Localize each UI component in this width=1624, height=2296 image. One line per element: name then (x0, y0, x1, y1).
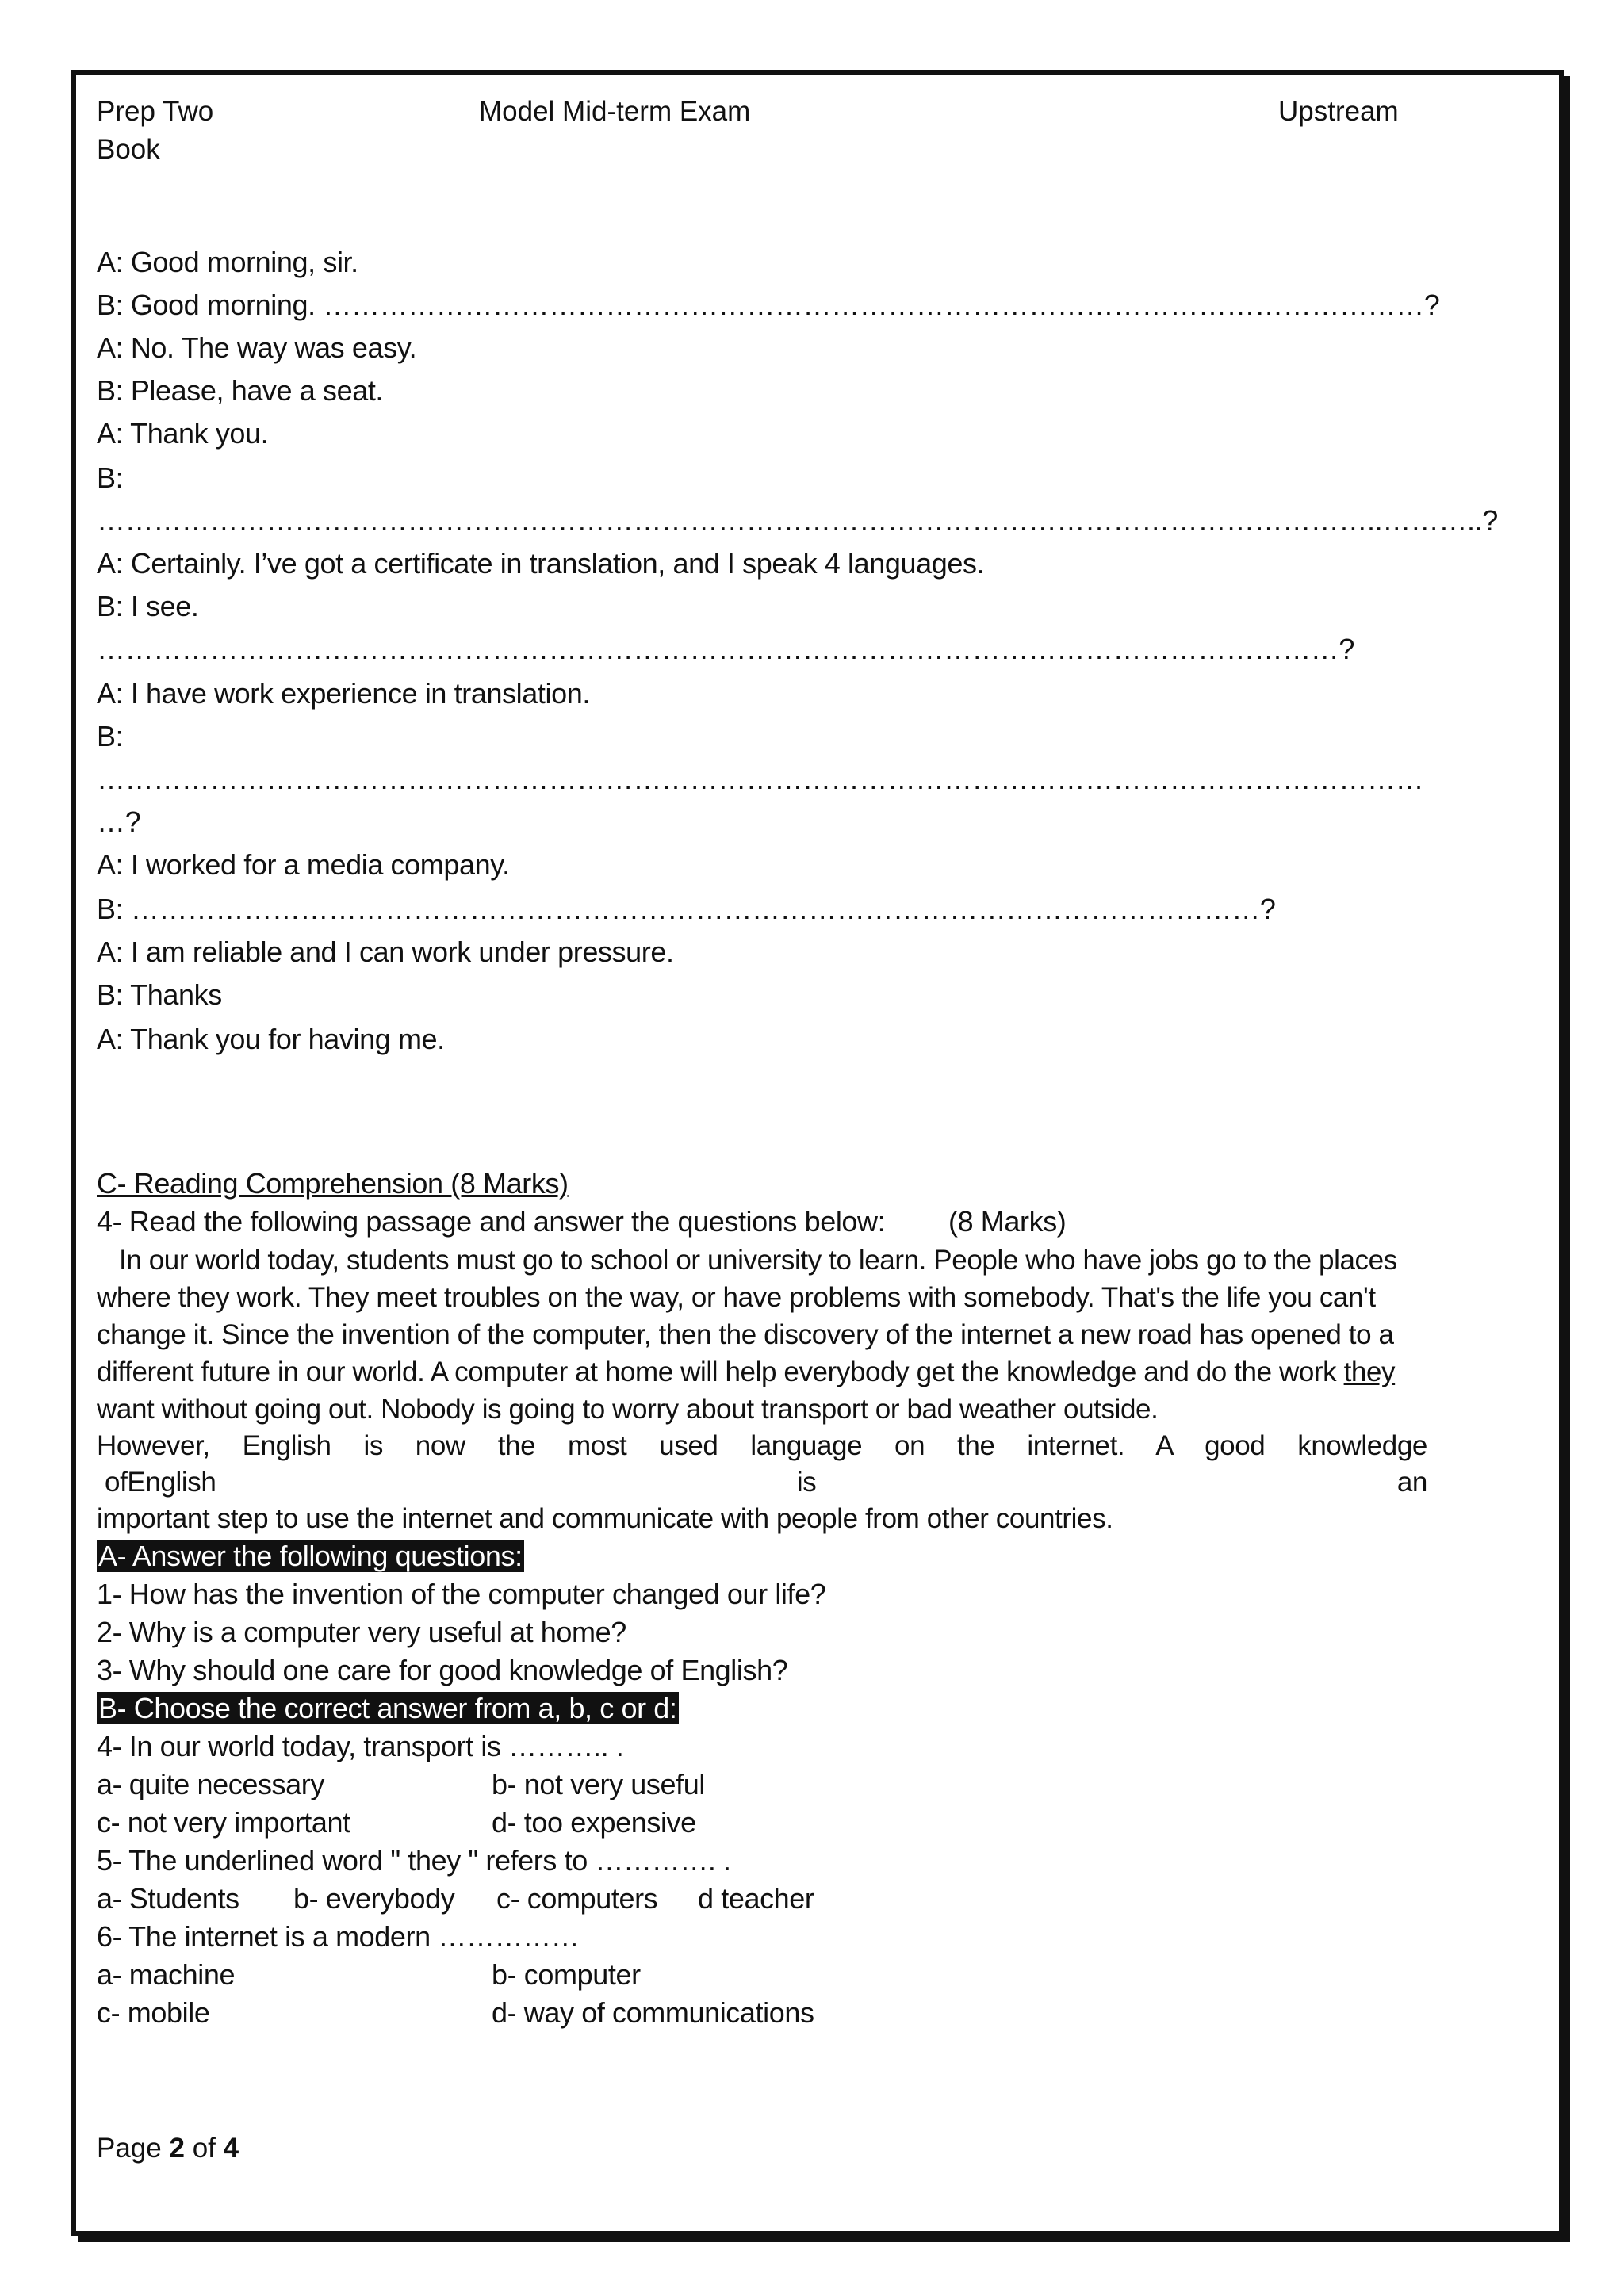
dialogue-line: A: No. The way was easy. (97, 331, 417, 364)
dialogue-line: …? (97, 806, 141, 838)
dialogue-line: A: I have work experience in translation. (97, 677, 590, 710)
page-total: 4 (223, 2133, 239, 2164)
mcq-option: b- not very useful (492, 1768, 705, 1800)
question: 2- Why is a computer very useful at home? (97, 1616, 626, 1648)
dialogue-line: A: Good morning, sir. (97, 246, 358, 278)
header-right: Upstream (1278, 96, 1399, 127)
mcq-question: 6- The internet is a modern …………… (97, 1920, 580, 1953)
dialogue-line: ……………………………………………………………………………………………………………………? (97, 633, 1355, 665)
mcq-question: 4- In our world today, transport is ……….. . (97, 1730, 624, 1762)
dialogue-line: A: I am reliable and I can work under pressure. (97, 936, 674, 968)
part-b-title (97, 1690, 679, 1727)
passage-underlined-word: they (1343, 1357, 1396, 1387)
question: 3- Why should one care for good knowledge of English? (97, 1654, 788, 1686)
question: 1- How has the invention of the computer changed our life? (97, 1578, 826, 1610)
passage-p2-line3: important step to use the internet and communicate with people from other countries. (97, 1503, 1113, 1534)
dialogue-line: A: Thank you for having me. (97, 1023, 445, 1055)
dialogue-line: …………………………………………………………………………………………………………………………… (97, 763, 1424, 795)
page-current: 2 (169, 2133, 185, 2164)
dialogue-line: B: Thanks (97, 978, 222, 1011)
part-a-title-text: A- Answer the following questions: (98, 1540, 523, 1572)
mcq-option: d- way of communications (492, 1996, 814, 2029)
mcq-option: c- mobile (97, 1996, 210, 2029)
of-word: of (192, 2133, 216, 2164)
passage-p2-line1: However, English is now the most used language on the internet. A good knowledge (97, 1430, 1427, 1461)
reading-instruction: 4- Read the following passage and answer the questions below: (97, 1205, 886, 1238)
dialogue-line: B: …………………………………………………………………………………………………………? (97, 893, 1276, 925)
part-a-title (97, 1538, 524, 1575)
dialogue-line: A: Thank you. (97, 417, 269, 450)
dialogue-line: ………………………………………………………………………………………………………………………..………..? (97, 504, 1498, 537)
reading-instruction-marks: (8 Marks) (948, 1205, 1067, 1238)
passage-text: want without going out. Nobody is going to worry about transport or bad weather outside. (97, 1394, 1159, 1425)
header-center: Model Mid-term Exam (479, 96, 751, 127)
dialogue-line: B: I see. (97, 590, 199, 622)
mcq-option: a- machine (97, 1958, 236, 1991)
mcq-option: b- computer (492, 1958, 641, 1991)
dialogue-line: B: (97, 720, 124, 752)
dialogue-line: A: Certainly. I’ve got a certificate in translation, and I speak 4 languages. (97, 547, 985, 580)
dialogue-line: B: (97, 461, 124, 494)
page-word: Page (97, 2133, 162, 2164)
part-b-title-text: B- Choose the correct answer from a, b, c or d: (98, 1692, 677, 1724)
page-number (97, 2133, 239, 2164)
mcq-option: d teacher (698, 1882, 814, 1915)
dialogue-line: B: Good morning. ………………………………………………………………………………………………………? (97, 289, 1440, 321)
mcq-option: a- quite necessary (97, 1768, 324, 1800)
header-left-2: Book (97, 134, 160, 165)
mcq-option: d- too expensive (492, 1806, 696, 1839)
header-left: Prep Two (97, 96, 214, 127)
passage-p2-line2: ofEnglish is an (105, 1467, 1427, 1498)
mcq-question: 5- The underlined word " they " refers to …………. . (97, 1844, 731, 1877)
mcq-option: c- computers (496, 1882, 658, 1915)
passage-text: In our world today, students must go to school or university to learn. People who have jobs go to the places where they work. They meet troubles on the way, or have problems with somebody. That's the life you can't change it. Since the invention of the computer, then the discovery of the internet a new road has opened to a different future in our world. A computer at home will help everybody get the knowledge and do the work (97, 1245, 1397, 1387)
mcq-option: c- not very important (97, 1806, 350, 1839)
mcq-option: a- Students (97, 1882, 239, 1915)
section-title: C- Reading Comprehension (8 Marks) (97, 1167, 569, 1200)
dialogue-line: A: I worked for a media company. (97, 848, 510, 881)
mcq-option: b- everybody (293, 1882, 455, 1915)
dialogue-line: B: Please, have a seat. (97, 374, 384, 407)
passage-paragraph-1 (97, 1242, 1429, 1428)
